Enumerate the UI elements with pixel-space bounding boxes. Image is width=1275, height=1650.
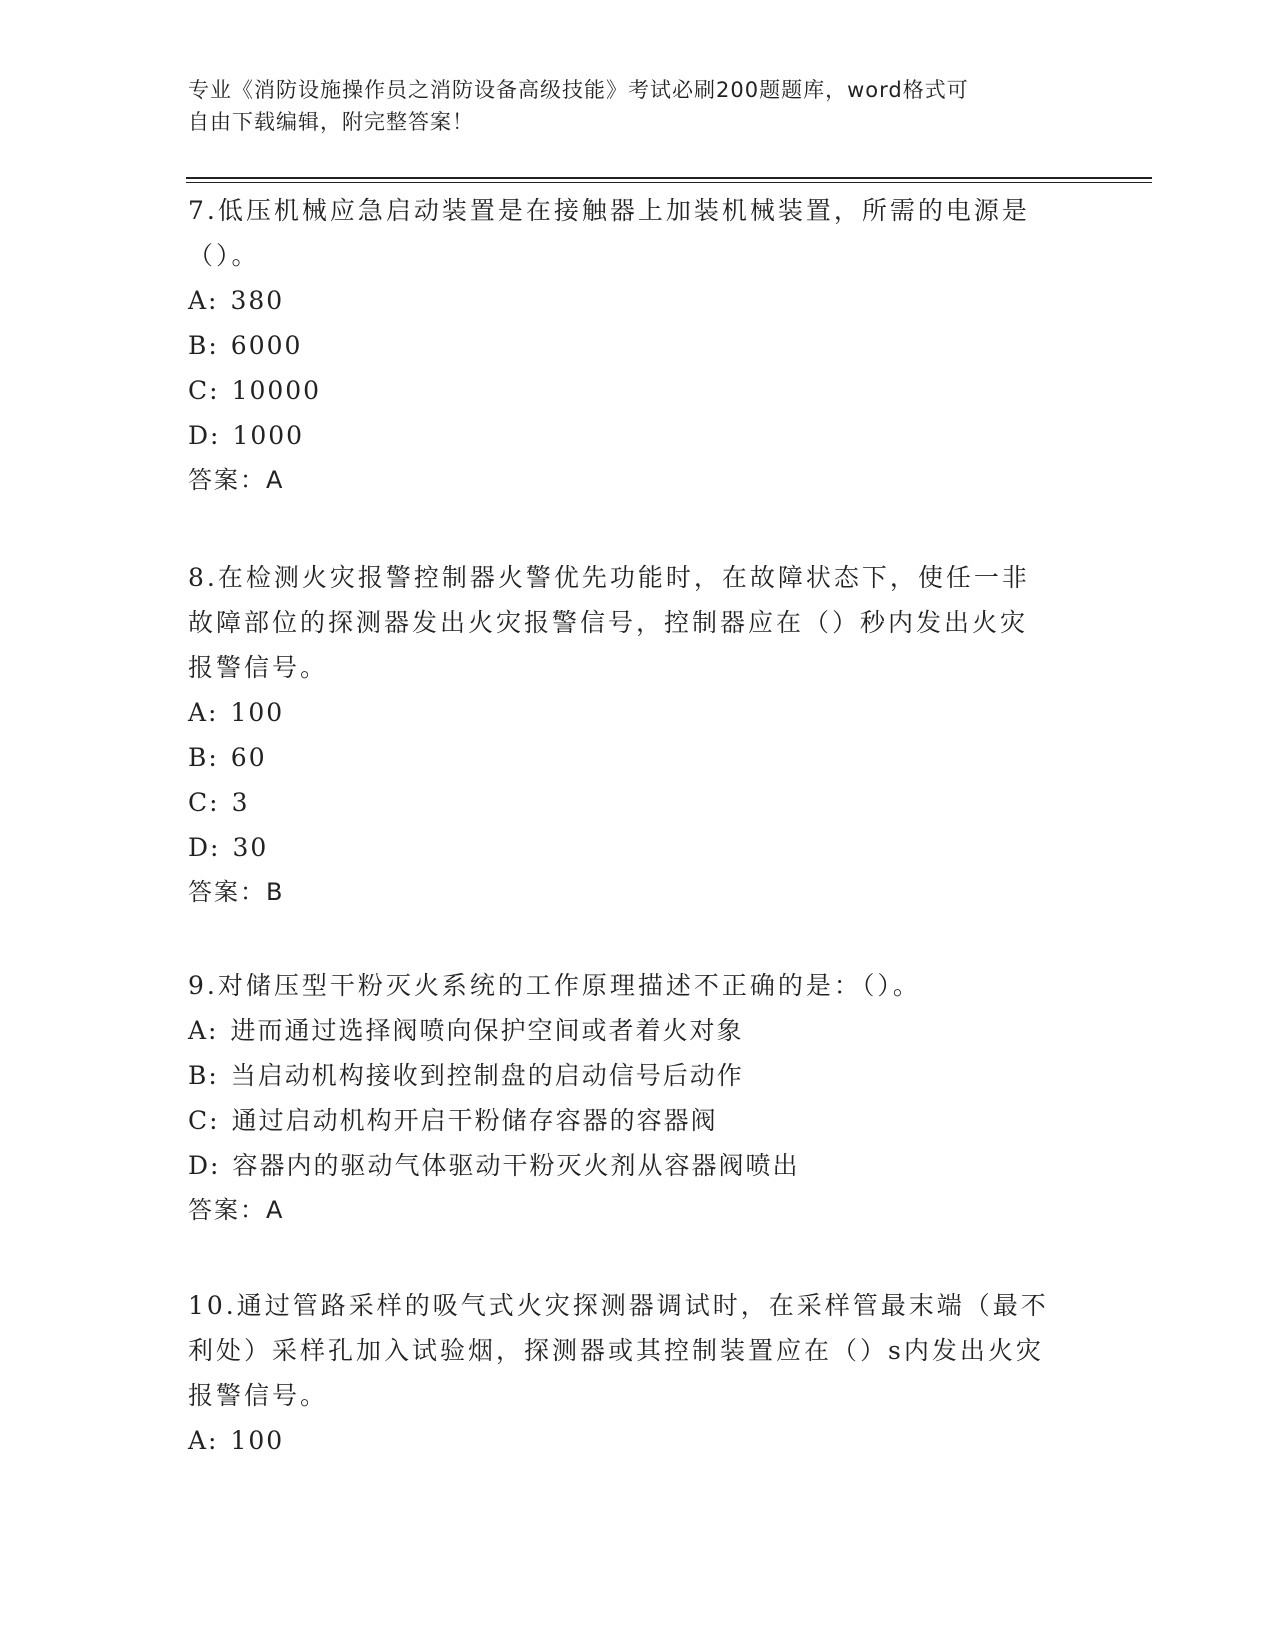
option-c — [188, 1098, 1088, 1143]
stem-line: 8.在检测火灾报警控制器火警优先功能时，在故障状态下，使任一非 — [188, 563, 1030, 592]
option-b — [188, 1053, 1088, 1098]
option-d — [188, 1143, 1088, 1188]
option-label: A: — [188, 1426, 219, 1455]
option-a — [188, 690, 1088, 735]
option-d — [188, 413, 1088, 458]
question-stem — [188, 188, 1088, 278]
option-text: 10000 — [231, 376, 322, 405]
stem-line: 7.低压机械应急启动装置是在接触器上加装机械装置，所需的电源是 — [188, 196, 1030, 225]
stem-line: （）。 — [188, 241, 260, 270]
header-line-2: 自由下载编辑，附完整答案！ — [188, 110, 474, 134]
option-a — [188, 1418, 1088, 1463]
question-stem — [188, 1283, 1088, 1418]
document-header — [188, 74, 1088, 138]
question-10 — [188, 1283, 1088, 1463]
option-label: D: — [188, 833, 221, 862]
option-b — [188, 323, 1088, 368]
question-9 — [188, 963, 1088, 1233]
stem-line: 故障部位的探测器发出火灾报警信号，控制器应在（）秒内发出火灾 — [188, 608, 1029, 637]
option-a — [188, 278, 1088, 323]
option-text: 容器内的驱动气体驱动干粉灭火剂从容器阀喷出 — [232, 1151, 800, 1180]
option-label: B: — [188, 1061, 219, 1090]
option-label: C: — [188, 376, 220, 405]
option-text: 100 — [230, 1426, 285, 1455]
option-label: C: — [188, 788, 220, 817]
option-d — [188, 825, 1088, 870]
option-label: D: — [188, 421, 221, 450]
stem-line: 9.对储压型干粉灭火系统的工作原理描述不正确的是：（）。 — [188, 971, 921, 1000]
option-c — [188, 368, 1088, 413]
option-label: B: — [188, 331, 219, 360]
header-divider-thin — [186, 182, 1152, 183]
stem-line: 10.通过管路采样的吸气式火灾探测器调试时，在采样管最末端（最不 — [188, 1291, 1049, 1320]
option-label: B: — [188, 743, 219, 772]
question-7 — [188, 188, 1088, 503]
option-text: 6000 — [230, 331, 303, 360]
option-b — [188, 735, 1088, 780]
option-text: 3 — [231, 788, 250, 817]
option-text: 当启动机构接收到控制盘的启动信号后动作 — [230, 1061, 744, 1090]
option-label: A: — [188, 286, 219, 315]
question-8 — [188, 555, 1088, 915]
option-text: 通过启动机构开启干粉储存容器的容器阀 — [231, 1106, 718, 1135]
stem-line: 利处）采样孔加入试验烟，探测器或其控制装置应在（）s内发出火灾 — [188, 1336, 1044, 1365]
question-stem — [188, 555, 1088, 690]
option-label: D: — [188, 1151, 221, 1180]
answer-line: 答案：A — [188, 1196, 285, 1224]
question-stem — [188, 963, 1088, 1008]
option-text: 60 — [230, 743, 267, 772]
option-text: 进而通过选择阀喷向保护空间或者着火对象 — [230, 1016, 744, 1045]
option-label: A: — [188, 1016, 219, 1045]
option-text: 30 — [232, 833, 269, 862]
answer-line: 答案：B — [188, 878, 285, 906]
option-text: 380 — [230, 286, 285, 315]
option-label: C: — [188, 1106, 220, 1135]
option-text: 1000 — [232, 421, 305, 450]
option-c — [188, 780, 1088, 825]
option-text: 100 — [230, 698, 285, 727]
option-a — [188, 1008, 1088, 1053]
header-divider-thick — [186, 177, 1152, 179]
answer-line: 答案：A — [188, 466, 285, 494]
header-line-1: 专业《消防设施操作员之消防设备高级技能》考试必刷200题题库，word格式可 — [188, 78, 969, 102]
option-label: A: — [188, 698, 219, 727]
stem-line: 报警信号。 — [188, 653, 329, 682]
stem-line: 报警信号。 — [188, 1381, 329, 1410]
